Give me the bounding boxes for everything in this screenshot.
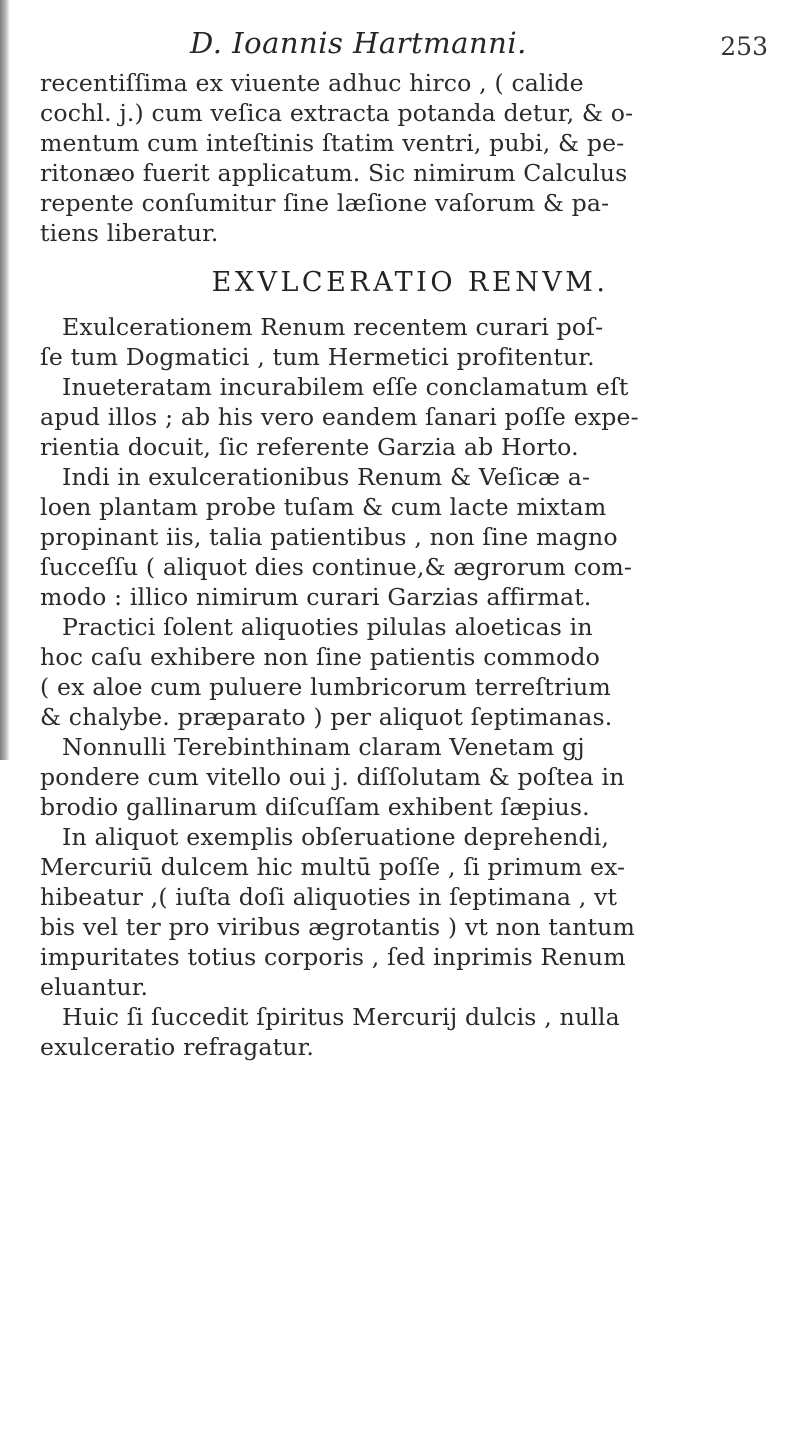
text-line: exulceratio refragatur. bbox=[40, 1033, 315, 1061]
paragraph-calculus-end bbox=[40, 68, 780, 248]
text-line: Mercuriū dulcem hic multū poſſe , ſi primum ex- bbox=[40, 853, 626, 881]
text-line: Inueteratam incurabilem eſſe conclamatum eſt bbox=[62, 373, 629, 401]
text-line: Exulcerationem Renum recentem curari poſ- bbox=[62, 313, 604, 341]
text-line: ſe tum Dogmatici , tum Hermetici profitentur. bbox=[40, 343, 595, 371]
text-line: pondere cum vitello oui j. diſſolutam & poſtea in bbox=[40, 763, 625, 791]
text-line: & chalybe. præparato ) per aliquot ſeptimanas. bbox=[40, 703, 613, 731]
section-body bbox=[40, 312, 780, 1062]
text-line: apud illos ; ab his vero eandem ſanari poſſe expe- bbox=[40, 403, 639, 431]
page-header bbox=[40, 22, 780, 62]
page-binding-edge bbox=[0, 0, 10, 760]
text-line: Nonnulli Terebinthinam claram Venetam gj bbox=[62, 733, 585, 761]
text-line: impuritates totius corporis , ſed inprimis Renum bbox=[40, 943, 626, 971]
text-line: modo : illico nimirum curari Garzias affirmat. bbox=[40, 583, 592, 611]
page-body bbox=[40, 68, 780, 1062]
text-line: Practici ſolent aliquoties pilulas aloeticas in bbox=[62, 613, 593, 641]
text-line: brodio gallinarum diſcuſſam exhibent ſæpius. bbox=[40, 793, 590, 821]
text-line: mentum cum inteſtinis ſtatim ventri, pubi, & pe- bbox=[40, 129, 625, 157]
text-line: bis vel ter pro viribus ægrotantis ) vt non tantum bbox=[40, 913, 636, 941]
text-line: Indi in exulcerationibus Renum & Veſicæ a- bbox=[62, 463, 591, 491]
text-line: ritonæo fuerit applicatum. Sic nimirum Calculus bbox=[40, 159, 628, 187]
book-page bbox=[40, 22, 780, 1061]
text-line: In aliquot exemplis obſeruatione deprehendi, bbox=[62, 823, 610, 851]
running-head: D. Ioannis Hartmanni. bbox=[190, 26, 527, 60]
text-line: eluantur. bbox=[40, 973, 149, 1001]
text-line: Huic ſi ſuccedit ſpiritus Mercurij dulcis , nulla bbox=[62, 1003, 620, 1031]
text-line: cochl. j.) cum veſica extracta potanda detur, & o- bbox=[40, 99, 634, 127]
text-line: ſucceſſu ( aliquot dies continue,& ægrorum com- bbox=[40, 553, 632, 581]
text-line: tiens liberatur. bbox=[40, 219, 219, 247]
text-line: hoc caſu exhibere non ſine patientis commodo bbox=[40, 643, 600, 671]
text-line: hibeatur ,( iuſta doſi aliquoties in ſeptimana , vt bbox=[40, 883, 618, 911]
section-title: EXVLCERATIO RENVM. bbox=[211, 267, 609, 298]
page-number: 253 bbox=[720, 32, 768, 61]
text-line: loen plantam probe tuſam & cum lacte mixtam bbox=[40, 493, 607, 521]
text-line: ( ex aloe cum puluere lumbricorum terreſtrium bbox=[40, 673, 611, 701]
text-line: repente conſumitur ſine læſione vaſorum & pa- bbox=[40, 189, 610, 217]
text-line: rientia docuit, ſic referente Garzia ab Horto. bbox=[40, 433, 579, 461]
text-line: propinant iis, talia patientibus , non ſine magno bbox=[40, 523, 618, 551]
text-line: recentiſſima ex viuente adhuc hirco , ( calide bbox=[40, 69, 584, 97]
